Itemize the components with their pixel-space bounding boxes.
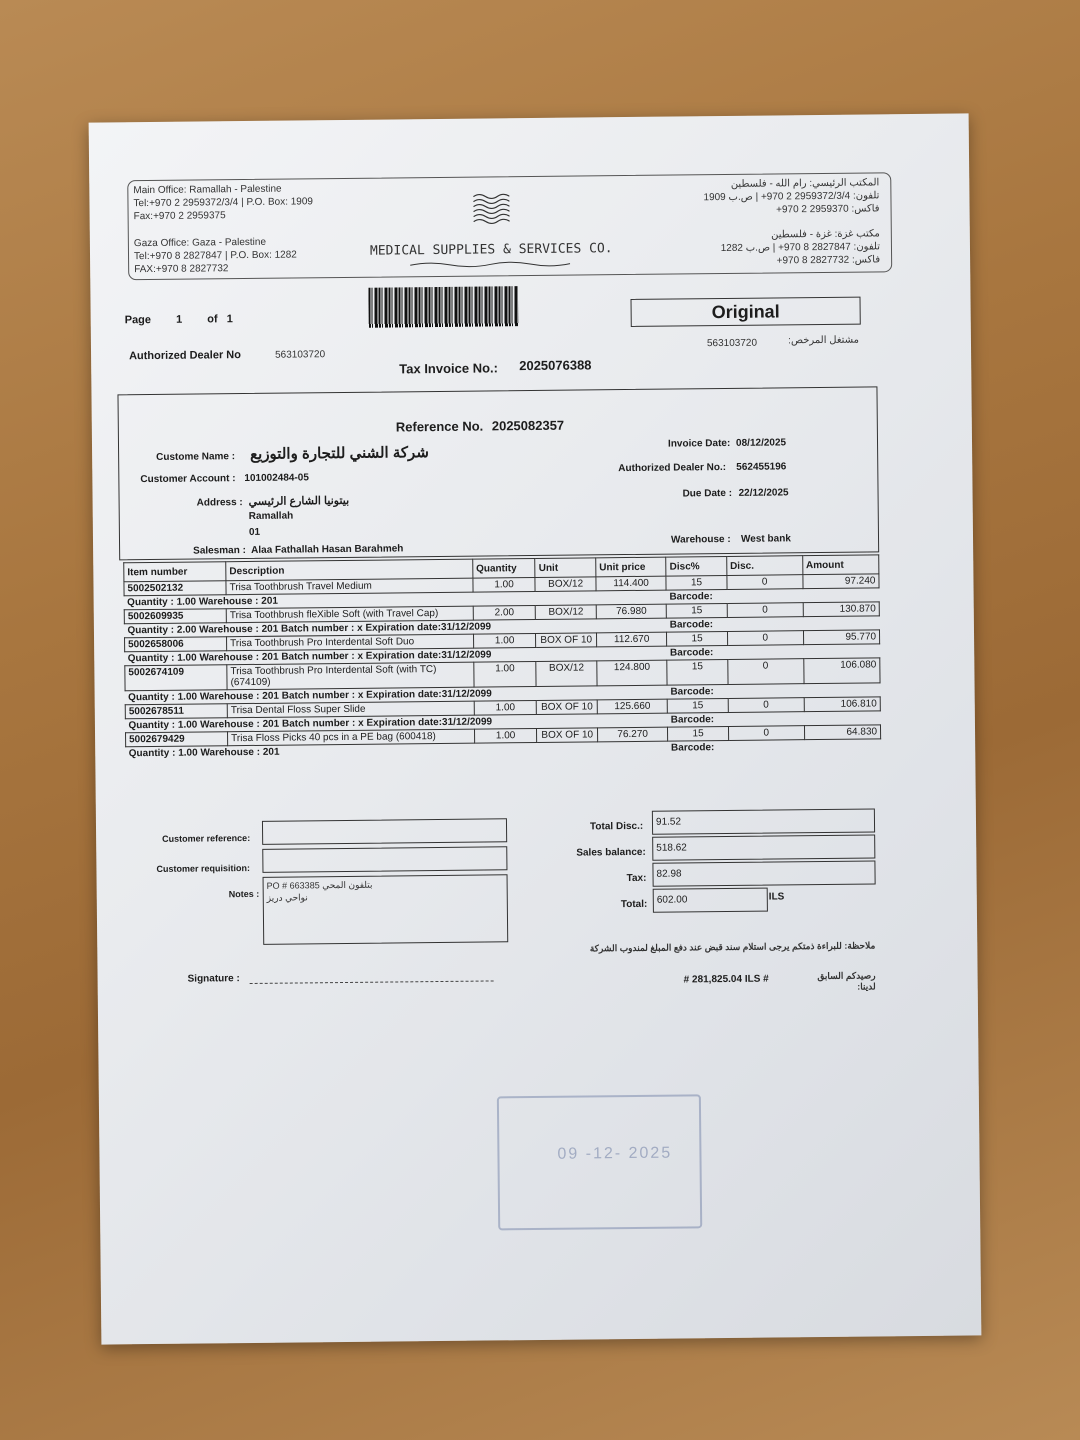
company-underline-icon: [410, 260, 570, 270]
item-disc: 0: [727, 631, 803, 646]
due-date-label: Due Date :: [682, 487, 733, 500]
customer-account: 101002484-05: [244, 472, 309, 485]
page-total: 1: [226, 313, 233, 326]
item-description: Trisa Toothbrush Pro Interdental Soft Duo: [227, 634, 474, 651]
item-unit: BOX OF 10: [536, 633, 597, 648]
auth-dealer-label: Authorized Dealer No.:: [618, 461, 727, 475]
item-number: 5002609935: [124, 609, 226, 624]
item-barcode-label: Barcode:: [669, 647, 714, 659]
customer-name: شركة الشني للتجارة والتوزيع: [250, 444, 429, 463]
item-disc-percent: 15: [667, 631, 728, 646]
invoice-paper: [89, 113, 982, 1344]
gaza-office-en: Gaza Office: Gaza - Palestine: [133, 236, 267, 250]
item-disc: 0: [728, 659, 804, 685]
item-amount: 95.770: [803, 630, 879, 645]
item-description: Trisa Dental Floss Super Slide: [227, 701, 474, 718]
sales-balance-label: Sales balance:: [576, 846, 646, 859]
warehouse-label: Warehouse :: [670, 533, 731, 546]
item-unit-price: 125.660: [597, 699, 668, 714]
item-quantity: 1.00: [474, 728, 537, 743]
item-meta: Quantity : 1.00 Warehouse : 201: [128, 746, 280, 760]
item-barcode-label: Barcode:: [669, 619, 714, 631]
main-office-en: Main Office: Ramallah - Palestine: [133, 183, 282, 197]
auth-dealer-no: 562455196: [736, 461, 787, 473]
customer-reference-label: Customer reference:: [162, 832, 251, 844]
gaza-fax-ar: فاكس: 2827732 8 970+: [776, 254, 881, 267]
item-unit: BOX OF 10: [537, 728, 598, 743]
gaza-fax-en: FAX:+970 8 2827732: [134, 263, 229, 276]
address-line1: بيتونيا الشارع الرئيسي: [248, 494, 350, 508]
warehouse-value: West bank: [740, 533, 791, 545]
col-disc-percent: Disc%: [666, 556, 727, 576]
col-disc: Disc.: [726, 556, 802, 576]
authorized-dealer-label: Authorized Dealer No: [129, 349, 241, 363]
page-label: Page: [124, 313, 152, 327]
letterhead-right: [629, 176, 880, 269]
notes-line2: نواحي دريز: [266, 892, 308, 903]
previous-balance-ar-label: رصيدكم السابق لدينا:: [817, 970, 876, 992]
company-name: MEDICAL SUPPLIES & SERVICES CO.: [369, 241, 613, 259]
signature-line: [250, 980, 494, 984]
previous-balance-value: # 281,825.04 ILS #: [683, 973, 769, 986]
item-disc: 0: [727, 575, 803, 590]
col-amount: Amount: [802, 555, 879, 575]
notes-field: [263, 874, 509, 945]
total-disc-value: 91.52: [652, 808, 875, 834]
col-description: Description: [226, 559, 473, 581]
stamp-date: 09 -12- 2025: [557, 1144, 673, 1163]
col-item-number: Item number: [124, 562, 226, 582]
payment-note-ar: ملاحظة: للبراءة ذمتكم يرجى استلام سند قبض عند دفع المبلغ لمندوب الشركة: [589, 940, 876, 954]
item-quantity: 2.00: [473, 605, 536, 620]
item-disc-percent: 15: [666, 603, 727, 618]
item-number: 5002658006: [125, 637, 227, 652]
customer-reference-field: [262, 818, 507, 845]
main-tel-ar: تلفون: 2959372/3/4 2 970+ | ص.ب 1909: [703, 190, 880, 204]
item-description: Trisa Toothbrush fleXible Soft (with Travel Cap): [226, 606, 473, 623]
authorized-dealer-ar-label: مشتغل المرخص:: [788, 334, 860, 347]
item-disc-percent: 15: [667, 698, 728, 713]
item-number: 5002679429: [126, 732, 228, 747]
authorized-dealer-ar-no: 563103720: [706, 337, 758, 350]
gaza-tel-en: Tel:+970 8 2827847 | P.O. Box: 1282: [133, 249, 297, 263]
item-amount: 106.080: [803, 658, 880, 684]
item-disc: 0: [727, 603, 803, 618]
total-disc-label: Total Disc.:: [589, 820, 644, 833]
item-number: 5002678511: [125, 704, 227, 719]
address-line2: Ramallah: [248, 510, 294, 522]
item-barcode-label: Barcode:: [670, 686, 714, 698]
item-meta: Quantity : 1.00 Warehouse : 201: [127, 595, 279, 609]
item-description: Trisa Toothbrush Pro Interdental Soft (with TC) (674109): [227, 662, 474, 690]
invoice-barcode: [368, 286, 518, 328]
company-logo-icon: [469, 188, 509, 228]
customer-account-label: Customer Account :: [140, 473, 236, 486]
col-quantity: Quantity: [472, 558, 535, 578]
item-meta: Quantity : 1.00 Warehouse : 201 Batch number : x Expiration date:31/12/2099: [128, 688, 492, 704]
main-fax-ar: فاكس: 2959370 2 970+: [776, 203, 880, 216]
address-label: Address :: [196, 497, 243, 509]
invoice-date: 08/12/2025: [735, 437, 787, 449]
main-office-ar: المكتب الرئيسي: رام الله - فلسطين: [730, 177, 880, 190]
item-description: Trisa Floss Picks 40 pcs in a PE bag (600418): [228, 729, 475, 746]
items-table: [123, 554, 881, 760]
invoice-date-label: Invoice Date:: [667, 437, 731, 450]
page-of-label: of: [207, 313, 218, 326]
page-indicator: [125, 313, 233, 326]
item-disc-percent: 15: [667, 659, 728, 685]
reference-label: Reference No.: [395, 418, 484, 435]
col-unit: Unit: [535, 558, 596, 578]
item-meta: Quantity : 1.00 Warehouse : 201 Batch number : x Expiration date:31/12/2099: [128, 716, 493, 732]
main-fax-en: Fax:+970 2 2959375: [133, 210, 226, 223]
total-value: 602.00: [653, 888, 768, 913]
signature-label: Signature :: [187, 973, 240, 985]
item-quantity: 1.00: [474, 661, 537, 687]
item-meta: Quantity : 2.00 Warehouse : 201 Batch number : x Expiration date:31/12/2099: [127, 621, 492, 637]
total-currency: ILS: [768, 891, 785, 903]
item-unit-price: 112.670: [596, 632, 667, 647]
item-amount: 106.810: [804, 697, 880, 712]
item-unit-price: 76.270: [597, 727, 668, 742]
gaza-office-ar: مكتب غزة: غزة - فلسطين: [771, 228, 880, 241]
item-disc-percent: 15: [666, 575, 727, 590]
item-amount: 64.830: [804, 725, 880, 740]
item-unit-price: 114.400: [596, 576, 667, 591]
gaza-tel-ar: تلفون: 2827847 8 970+ | ص.ب 1282: [720, 241, 881, 255]
col-unit-price: Unit price: [596, 557, 667, 577]
authorized-dealer-no: 563103720: [275, 349, 326, 361]
item-amount: 130.870: [803, 602, 879, 617]
item-barcode-label: Barcode:: [670, 742, 715, 754]
item-number: 5002674109: [125, 665, 227, 691]
reference-no: 2025082357: [491, 417, 565, 434]
item-description: Trisa Toothbrush Travel Medium: [226, 578, 473, 595]
item-unit: BOX/12: [535, 577, 596, 592]
total-label: Total:: [620, 898, 648, 911]
letterhead-left: [133, 182, 313, 276]
notes-label: Notes :: [228, 888, 260, 900]
item-amount: 97.240: [803, 574, 879, 589]
address-line3: 01: [248, 526, 261, 538]
tax-invoice-no: 2025076388: [519, 357, 592, 374]
customer-name-label: Custome Name :: [156, 451, 236, 463]
item-meta: Quantity : 1.00 Warehouse : 201 Batch number : x Expiration date:31/12/2099: [127, 649, 492, 665]
item-unit-price: 124.800: [597, 660, 668, 686]
item-disc-percent: 15: [668, 726, 729, 741]
customer-requisition-label: Customer requisition:: [156, 862, 251, 874]
tax-label: Tax:: [626, 872, 647, 885]
salesman-label: Salesman :: [193, 545, 246, 557]
due-date: 22/12/2025: [738, 487, 789, 499]
tax-invoice-label: Tax Invoice No.:: [399, 360, 499, 377]
main-tel-en: Tel:+970 2 2959372/3/4 | P.O. Box: 1909: [133, 196, 314, 210]
received-stamp: [497, 1094, 702, 1230]
item-quantity: 1.00: [473, 633, 536, 648]
item-unit-price: 76.980: [596, 604, 667, 619]
item-quantity: 1.00: [473, 577, 536, 592]
original-label: Original: [631, 297, 861, 327]
salesman-name: Alaa Fathallah Hasan Barahmeh: [251, 543, 404, 556]
item-quantity: 1.00: [474, 700, 537, 715]
sales-balance-value: 518.62: [652, 834, 875, 860]
item-unit: BOX OF 10: [537, 700, 598, 715]
item-disc: 0: [728, 726, 804, 741]
item-unit: BOX/12: [536, 661, 597, 687]
page-number: 1: [175, 313, 183, 326]
item-barcode-label: Barcode:: [670, 714, 715, 726]
notes-line1: PO # 663385 بتلفون المحي: [266, 879, 373, 891]
item-disc: 0: [728, 698, 804, 713]
item-unit: BOX/12: [536, 605, 597, 620]
item-number: 5002502132: [124, 581, 226, 596]
item-barcode-label: Barcode:: [669, 591, 713, 603]
customer-requisition-field: [262, 846, 507, 873]
tax-value: 82.98: [652, 860, 875, 886]
